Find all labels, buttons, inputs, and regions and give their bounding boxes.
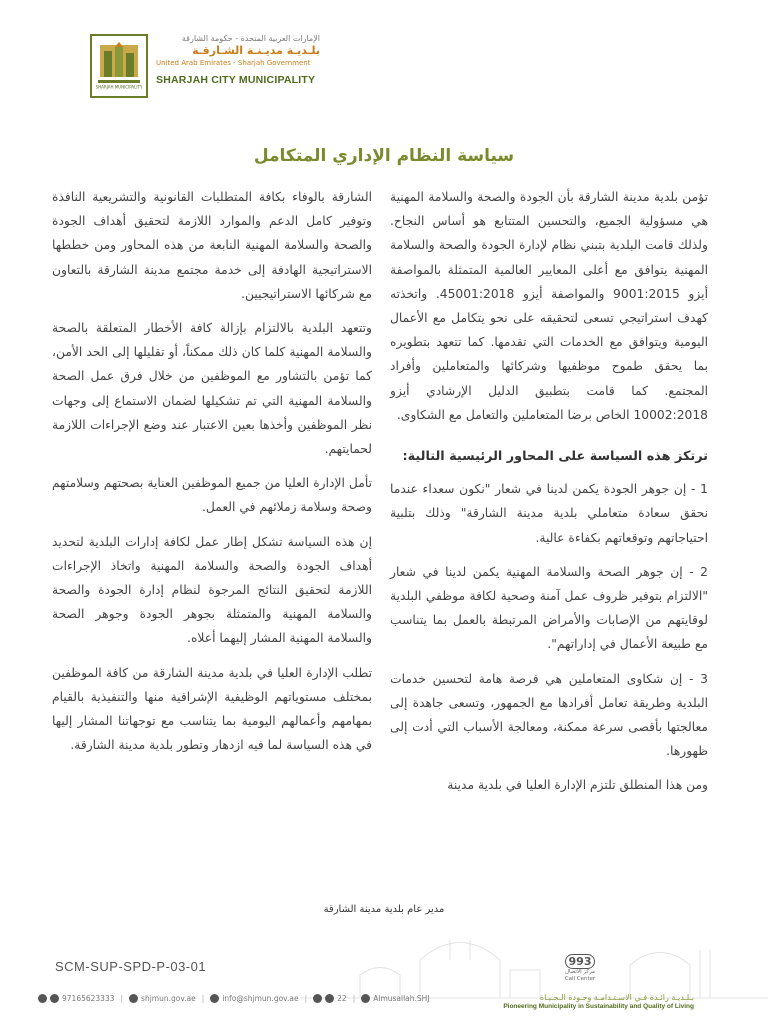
instagram-icon <box>361 994 370 1003</box>
municipality-en: SHARJAH CITY MUNICIPALITY <box>156 74 316 86</box>
social-icon <box>313 994 322 1003</box>
right-column <box>390 185 708 808</box>
policy-paragraph: إن هذه السياسة تشكل إطار عمل لكافة إدارات البلدية لتحديد أهداف الجودة والصحة والسلامة المهنية واتخاذ الإجراءات اللازمة لتحقيق النتائج المرجوة لنظام إدارة الجودة والصحة والسلامة المهنية والمتمثلة بجوهر الجودة وجوهر الصحة والسلامة المهنية المشار إليهما أعلاه. <box>52 534 372 646</box>
email-link[interactable]: info@shjmun.gov.ae <box>222 994 299 1003</box>
whatsapp-icon <box>38 994 47 1003</box>
svg-text:SHARJAH MUNICIPALITY: SHARJAH MUNICIPALITY <box>96 84 142 90</box>
government-en: United Arab Emirates - Sharjah Government <box>156 59 311 67</box>
intro-paragraph: تؤمن بلدية مدينة الشارقة بأن الجودة والصحة والسلامة المهنية هي مسؤولية الجميع، والتحسين المتتابع هو أساس النجاح. ولذلك قامت البلدية بتبني نظام لإدارة الجودة والصحة والسلامة المهنية يتوافق مع أعلى المعايير العالمية المتمثلة بالمواصفة أيزو 9001:2015 والمواصفة أيزو 45001:2018. واتخذته كهدف استراتيجي تسعى لتحقيقه على نحو يتكامل مع الأعمال اليومية ويتوافق مع الخدمات التي تقدمها. كما تتعهد بتطويره بما يحقق طموح موظفيها وشركائها والمتعاملين وأفراد المجتمع. كما قامت بتطبيق الدليل الإرشادي أيزو 10002:2018 الخاص برضا المتعاملين والتعامل مع الشكاوى. <box>390 190 708 422</box>
website-link[interactable]: shjmun.gov.ae <box>141 994 196 1003</box>
policy-paragraph: تطلب الإدارة العليا في بلدية مدينة الشارقة من كافة الموظفين بمختلف مستوياتهم الوظيفية الإشرافية منها والتنفيذية بالقيام بمهامهم وأعمالهم اليومية بما يتناسب مع توجهاتنا المشار إليها في هذه السياسة لما فيه ازدهار وتطور بلدية مدينة الشارقة. <box>52 665 372 753</box>
policy-paragraph: تأمل الإدارة العليا من جميع الموظفين العناية بصحتهم وسلامتهم وصحة وسلامة زملائهم في العمل. <box>52 476 372 515</box>
government-ar: الإمارات العربية المتحدة - حكومة الشارقة <box>181 34 320 43</box>
skyline-decoration <box>300 930 768 1000</box>
left-column <box>52 185 372 767</box>
social-count: 22 <box>337 994 347 1003</box>
call-center-label-en: Call Center <box>564 976 596 982</box>
call-center <box>560 950 600 983</box>
globe-icon <box>129 994 138 1003</box>
closing-paragraph: ومن هذا المنطلق تلتزم الإدارة العليا في بلدية مدينة <box>447 778 708 793</box>
policy-paragraph: الشارقة بالوفاء بكافة المتطلبات القانونية والتشريعية النافذة وتوفير كامل الدعم والموارد اللازمة لتحقيق أهداف الجودة والصحة والسلامة المهنية النابعة من هذه المحاور ومن خططها الاستراتيجية الهادفة إلى خدمة مجتمع مدينة الشارقة بالتعاون مع شركائها الاستراتيجيين. <box>52 190 372 301</box>
social-icon-2 <box>325 994 334 1003</box>
tagline-en: Pioneering Municipality in Sustainability and Quality of Living <box>503 1003 694 1010</box>
email-icon <box>210 994 219 1003</box>
call-center-label-ar: مركز الاتصال <box>564 969 596 975</box>
tagline-ar: بـلـديـة رائـدة فـي الاسـتـدامـة وجـودة الـحـيـاة <box>539 993 694 1002</box>
fort-logo-icon <box>96 41 142 91</box>
document-number: SCM-SUP-SPD-P-03-01 <box>55 959 207 974</box>
tagline <box>503 993 694 1011</box>
municipality-logo <box>90 34 148 98</box>
pillars-heading: ترتكز هذه السياسة على المحاور الرئيسية التالية: <box>402 449 708 465</box>
pillar-item: 1 - إن جوهر الجودة يكمن لدينا في شعار "نكون سعداء عندما نحقق سعادة متعاملي بلدية مدينة الشارقة" وذلك بتلبية احتياجاتهم وتوقعاتهم بكفاءة عالية. <box>390 482 708 545</box>
call-center-number: 993 <box>565 954 596 969</box>
phone-icon <box>50 994 59 1003</box>
header <box>90 34 320 98</box>
footer-contacts: 97165623333 | shjmun.gov.ae | info@shjmun.gov.ae | 22 | Almusallah.SHJ <box>38 994 430 1003</box>
pillar-item: 3 - إن شكاوى المتعاملين هي فرصة هامة لتحسين خدمات البلدية وطريقة تعامل أفرادها مع الجمهور، وتسعى جاهدة إلى معالجتها بأقصى سرعة ممكنة، ومعالجة الأسباب التي أدت إلى ظهورها. <box>390 671 708 759</box>
signature-title: مدير عام بلدية مدينة الشارقة <box>323 904 445 915</box>
social-handle[interactable]: Almusallah.SHJ <box>373 994 430 1003</box>
pillar-item: 2 - إن جوهر الصحة والسلامة المهنية يكمن لدينا في شعار "الالتزام بتوفير ظروف عمل آمنة وصحية لكافة موظفي البلدية لوقايتهم من الإصابات والأمراض المرتبطة بالعمل بما يتناسب مع طبيعة الأعمال في إداراتهم". <box>390 564 708 652</box>
municipality-ar: بلـديـة مديـنـة الشـارقـة <box>192 44 320 57</box>
phone-number[interactable]: 97165623333 <box>62 994 115 1003</box>
policy-paragraph: وتتعهد البلدية بالالتزام بإزالة كافة الأخطار المتعلقة بالصحة والسلامة المهنية كلما كان ذلك ممكناً، أو تقليلها إلى الحد الأمن، كما تؤمن بالتشاور مع الموظفين من خلال فرق عمل الصحة والسلامة المهنية التي تم تشكيلها لضمان الاستماع إلى وجهات نظر الموظفين وأخذها بعين الاعتبار عند وضع الإجراءات اللازمة لحمايتهم. <box>52 321 372 457</box>
page-title: سياسة النظام الإداري المتكامل <box>253 146 515 166</box>
